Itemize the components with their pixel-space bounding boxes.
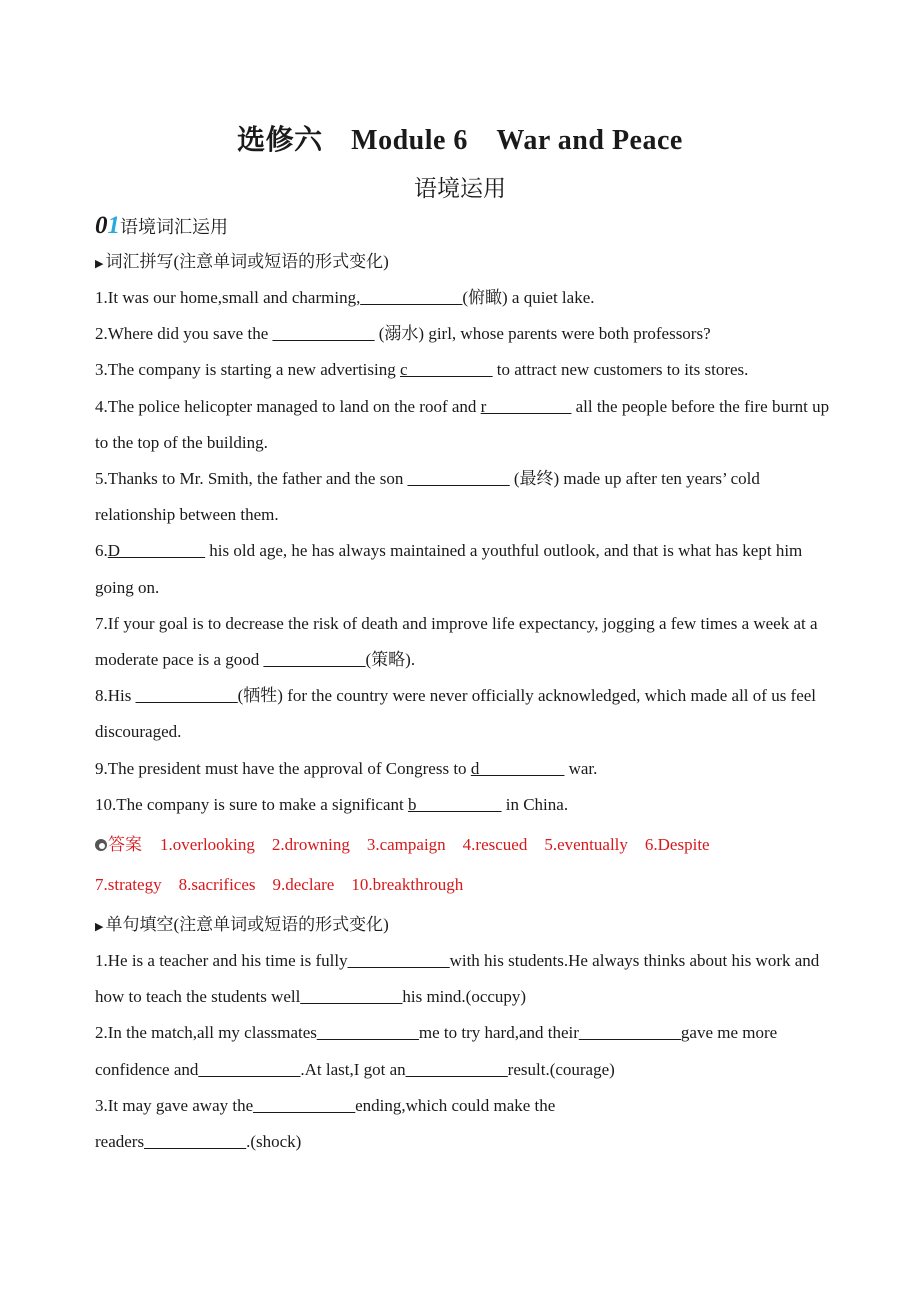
answer-blank[interactable]: ____________ bbox=[347, 951, 450, 971]
vocab-question: 7.If your goal is to decrease the risk of death and improve life expectancy, jogging a few times a week at a moderate pace is a good ____________(策略). bbox=[95, 613, 818, 670]
answer-blank[interactable]: d__________ bbox=[470, 758, 565, 778]
answer-blank[interactable]: ____________ bbox=[578, 1023, 681, 1043]
vocab-question: 8.His ____________(牺牲) for the country were never officially acknowledged, which made all of us feel discouraged. bbox=[95, 686, 817, 742]
answer-blank[interactable]: D__________ bbox=[107, 541, 206, 561]
page-subtitle: 语境运用 bbox=[414, 176, 506, 201]
vocab-question: 1.It was our home,small and charming,____________(俯瞰) a quiet lake. bbox=[95, 288, 595, 307]
answer-label: 答案 bbox=[108, 835, 142, 855]
vocab-question: 5.Thanks to Mr. Smith, the father and the son ____________ (最终) made up after ten years’ cold relationship between them. bbox=[95, 469, 760, 525]
answer-blank[interactable]: ____________ bbox=[360, 288, 463, 307]
answer-icon bbox=[95, 839, 107, 851]
answer-blank[interactable]: ____________ bbox=[144, 1132, 247, 1152]
answer-blank[interactable]: b__________ bbox=[408, 794, 502, 814]
answer-blank[interactable]: r__________ bbox=[480, 396, 572, 416]
vocab-question: 10.The company is sure to make a significant b__________ in China. bbox=[95, 794, 569, 814]
answer-blank[interactable]: ____________ bbox=[300, 987, 403, 1007]
answer-blank[interactable]: ____________ bbox=[263, 650, 366, 670]
triangle-bullet-icon: ▶ bbox=[95, 258, 104, 270]
content bbox=[95, 208, 830, 1160]
section-number: 01 bbox=[95, 212, 120, 239]
fill-question-1: 1.He is a teacher and his time is fully____________with his students.He always thinks about his work and how to teach the students well____________his mind.(occupy) bbox=[95, 951, 820, 1007]
answer-item: 5.eventually bbox=[544, 835, 628, 855]
section-label: 语境词汇运用 bbox=[120, 217, 228, 237]
fill-question-3: 3.It may gave away the____________ending,which could make the readers____________.(shock) bbox=[95, 1095, 556, 1152]
answer-blank[interactable]: ____________ bbox=[316, 1023, 419, 1043]
answer-blank[interactable]: c__________ bbox=[399, 360, 493, 380]
answer-blank[interactable]: ____________ bbox=[198, 1059, 301, 1079]
section-heading bbox=[95, 208, 830, 244]
vocab-question: 4.The police helicopter managed to land on the roof and r__________ all the people before the fire burnt up to the top of the building. bbox=[95, 396, 830, 452]
answer-item: 8.sacrifices bbox=[178, 875, 256, 895]
answer-item: 7.strategy bbox=[95, 875, 162, 895]
answer-item: 6.Despite bbox=[644, 835, 710, 855]
vocab-question: 6.D__________ his old age, he has always maintained a youthful outlook, and that is what has kept him going on. bbox=[95, 541, 803, 597]
fill-heading: ▶ 单句填空(注意单词或短语的形式变化) bbox=[95, 915, 389, 935]
answer-item: 10.breakthrough bbox=[351, 875, 464, 895]
fill-question-2: 2.In the match,all my classmates____________me to try hard,and their____________gave me more confidence and____________.At last,I got an____________result.(courage) bbox=[95, 1023, 778, 1079]
vocab-question: 9.The president must have the approval of Congress to d__________ war. bbox=[95, 758, 598, 778]
answer-item: 9.declare bbox=[272, 875, 335, 895]
answer-blank[interactable]: ____________ bbox=[135, 686, 238, 706]
answer-item: 2.drowning bbox=[271, 835, 350, 855]
vocab-question: 3.The company is starting a new advertising c__________ to attract new customers to its stores. bbox=[95, 360, 749, 380]
vocab-question-list bbox=[95, 280, 830, 823]
answer-item: 3.campaign bbox=[366, 835, 446, 855]
answer-blank[interactable]: ____________ bbox=[253, 1095, 356, 1115]
answer-item: 1.overlooking bbox=[160, 835, 255, 855]
vocab-question: 2.Where did you save the ____________ (溺水) girl, whose parents were both professors? bbox=[95, 324, 711, 344]
answer-blank[interactable]: ____________ bbox=[405, 1059, 508, 1079]
vocab-heading: ▶ 词汇拼写(注意单词或短语的形式变化) bbox=[95, 252, 389, 271]
answer-blank[interactable]: ____________ bbox=[407, 469, 510, 489]
answer-block bbox=[95, 825, 830, 905]
answer-blank[interactable]: ____________ bbox=[272, 324, 375, 344]
answer-item: 4.rescued bbox=[462, 835, 528, 855]
page-title: 选修六 Module 6 War and Peace bbox=[237, 125, 683, 156]
triangle-bullet-icon: ▶ bbox=[95, 921, 104, 934]
